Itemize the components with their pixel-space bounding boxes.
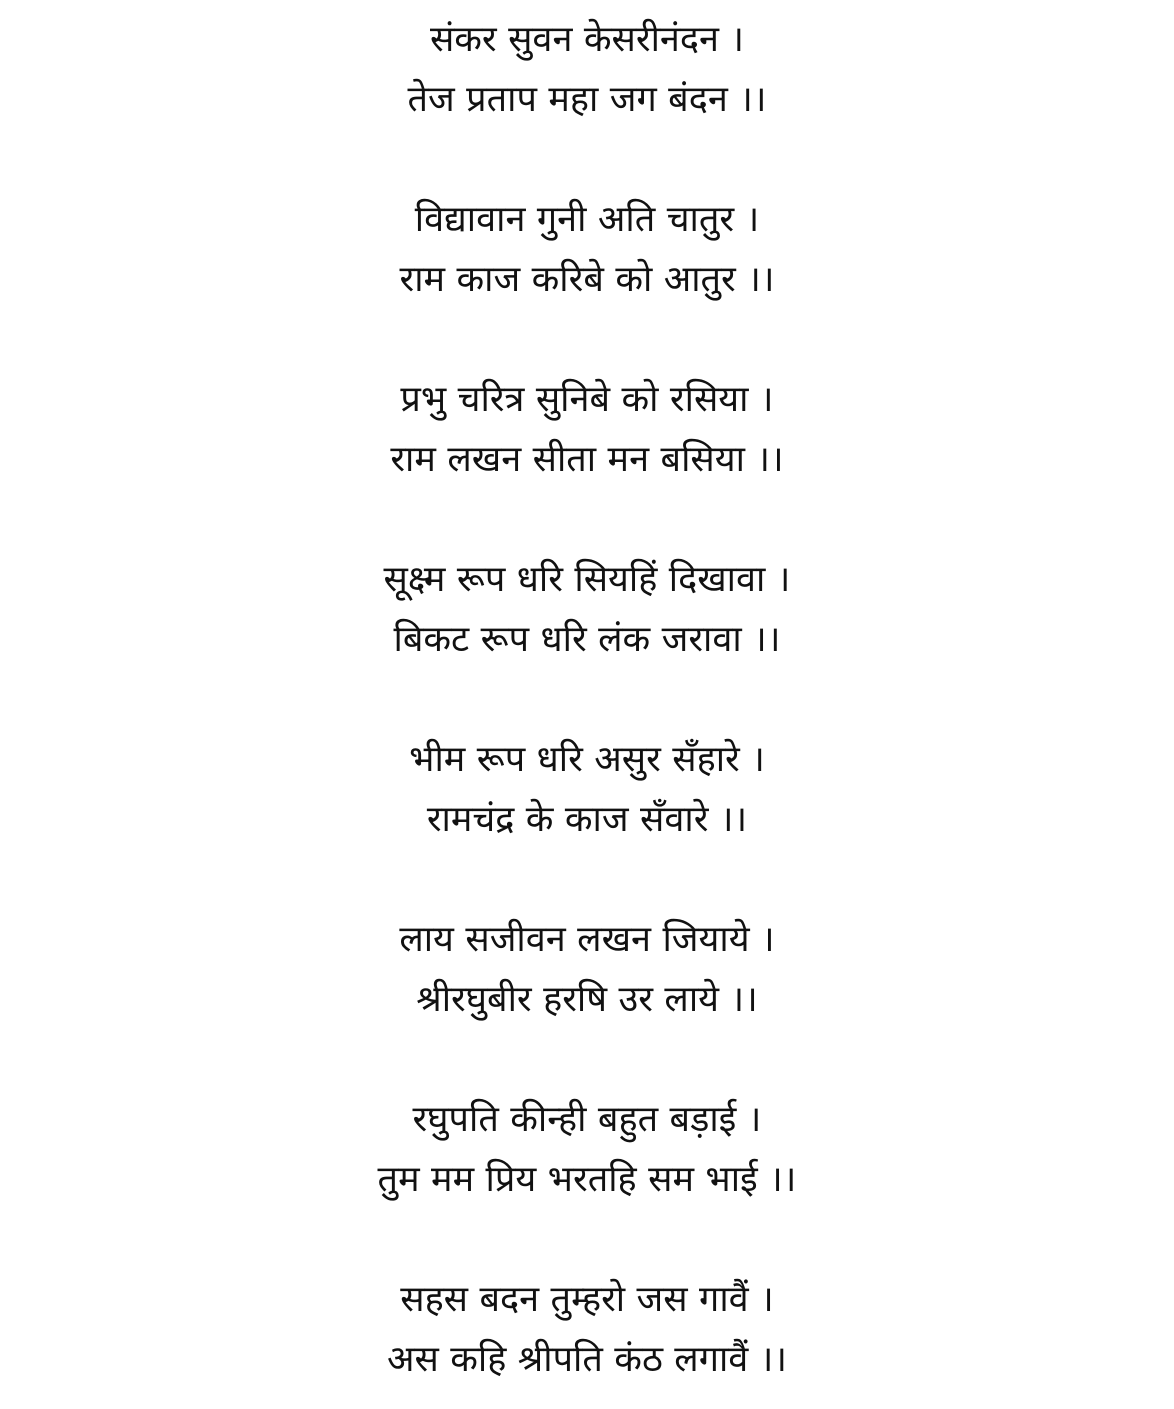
verse-line: रामचंद्र के काज सँवारे ।। xyxy=(426,799,748,840)
verse-line: राम काज करिबे को आतुर ।। xyxy=(399,259,775,300)
verse-line: तुम मम प्रिय भरतहि सम भाई ।। xyxy=(377,1159,797,1200)
verse-line: लाय सजीवन लखन जियाये । xyxy=(399,919,775,960)
stanza-2 xyxy=(0,190,1174,310)
stanza-5 xyxy=(0,730,1174,850)
verse-line: संकर सुवन केसरीनंदन । xyxy=(429,19,745,60)
stanza-4 xyxy=(0,550,1174,670)
stanza-8 xyxy=(0,1270,1174,1390)
verse-line: श्रीरघुबीर हरषि उर लाये ।। xyxy=(416,979,758,1020)
stanza-1 xyxy=(0,10,1174,130)
verse-line: रघुपति कीन्ही बहुत बड़ाई । xyxy=(412,1099,762,1140)
verse-line: राम लखन सीता मन बसिया ।। xyxy=(390,439,784,480)
verse-line: बिकट रूप धरि लंक जरावा ।। xyxy=(393,619,781,660)
verse-line: विद्यावान गुनी अति चातुर । xyxy=(414,199,760,240)
stanza-6 xyxy=(0,910,1174,1030)
stanza-3 xyxy=(0,370,1174,490)
verse-line: भीम रूप धरि असुर सँहारे । xyxy=(409,739,765,780)
stanza-7 xyxy=(0,1090,1174,1210)
verse-line: सहस बदन तुम्हरो जस गावैं । xyxy=(400,1279,774,1320)
verse-line: अस कहि श्रीपति कंठ लगावैं ।। xyxy=(386,1339,788,1380)
verse-line: प्रभु चरित्र सुनिबे को रसिया । xyxy=(400,379,774,420)
verse-line: तेज प्रताप महा जग बंदन ।। xyxy=(407,79,767,120)
verse-line: सूक्ष्म रूप धरि सियहिं दिखावा । xyxy=(383,559,791,600)
